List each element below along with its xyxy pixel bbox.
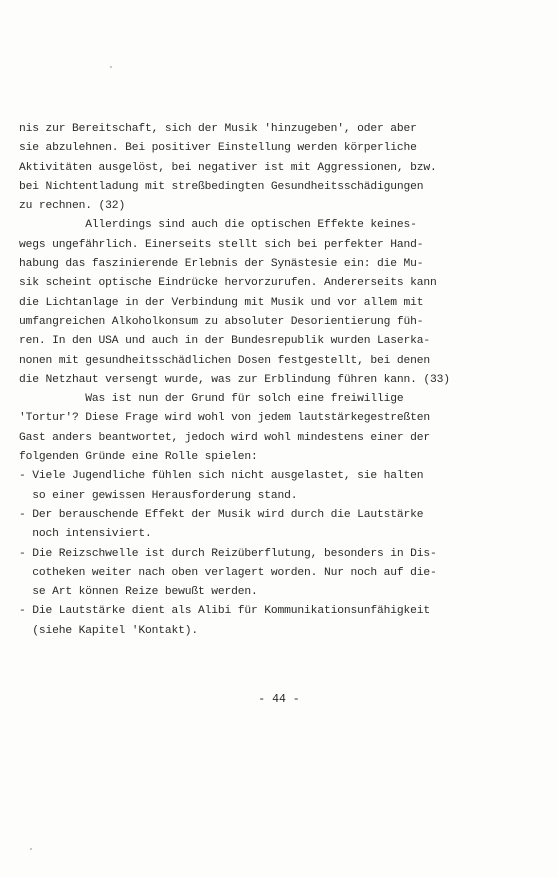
text-line: zu rechnen. (32) [19, 200, 126, 213]
list-item-line: noch intensiviert. [19, 528, 152, 541]
scan-speck [30, 848, 32, 850]
list-item-line: (siehe Kapitel 'Kontakt). [19, 624, 198, 637]
list-item-line: - Die Reizschwelle ist durch Reizüberflutung, besonders in Dis- [19, 547, 437, 560]
list-item-line: - Die Lautstärke dient als Alibi für Kommunikationsunfähigkeit [19, 605, 431, 618]
list-item-line: se Art können Reize bewußt werden. [19, 586, 258, 599]
text-line: Aktivitäten ausgelöst, bei negativer ist mit Aggressionen, bzw. [19, 161, 437, 174]
text-line: bei Nichtentladung mit streßbedingten Gesundheitsschädigungen [19, 180, 424, 193]
list-item-line: so einer gewissen Herausforderung stand. [19, 489, 298, 502]
text-line: die Netzhaut versengt wurde, was zur Erblindung führen kann. (33) [19, 373, 450, 386]
text-line: ren. In den USA und auch in der Bundesrepublik wurden Laserka- [19, 335, 431, 348]
text-line: habung das faszinierende Erlebnis der Synästesie ein: die Mu- [19, 258, 424, 271]
list-item-line: cotheken weiter nach oben verlagert worden. Nur noch auf die- [19, 566, 437, 579]
text-line: die Lichtanlage in der Verbindung mit Musik und vor allem mit [19, 296, 424, 309]
text-line: sie abzulehnen. Bei positiver Einstellung werden körperliche [19, 142, 417, 155]
page-number: - 44 - [258, 693, 300, 706]
list-item-line: - Der berauschende Effekt der Musik wird durch die Lautstärke [19, 508, 424, 521]
text-line: folgenden Gründe eine Rolle spielen: [19, 451, 258, 464]
text-line: Gast anders beantwortet, jedoch wird wohl mindestens einer der [19, 431, 431, 444]
text-line: nis zur Bereitschaft, sich der Musik 'hinzugeben', oder aber [19, 123, 417, 135]
scan-speck [110, 66, 112, 68]
text-line: umfangreichen Alkoholkonsum zu absoluter Desorientierung füh- [19, 315, 424, 328]
body-text [19, 120, 519, 641]
text-line: Was ist nun der Grund für solch eine freiwillige [19, 393, 404, 406]
list-item-line: - Viele Jugendliche fühlen sich nicht ausgelastet, sie halten [19, 470, 424, 483]
text-line: sik scheint optische Eindrücke hervorzurufen. Andererseits kann [19, 277, 437, 290]
text-line: Allerdings sind auch die optischen Effekte keines- [19, 219, 417, 232]
text-line: 'Tortur'? Diese Frage wird wohl von jedem lautstärkegestreßten [19, 412, 431, 425]
text-line: wegs ungefährlich. Einerseits stellt sich bei perfekter Hand- [19, 238, 424, 251]
text-line: nonen mit gesundheitsschädlichen Dosen festgestellt, bei denen [19, 354, 431, 367]
